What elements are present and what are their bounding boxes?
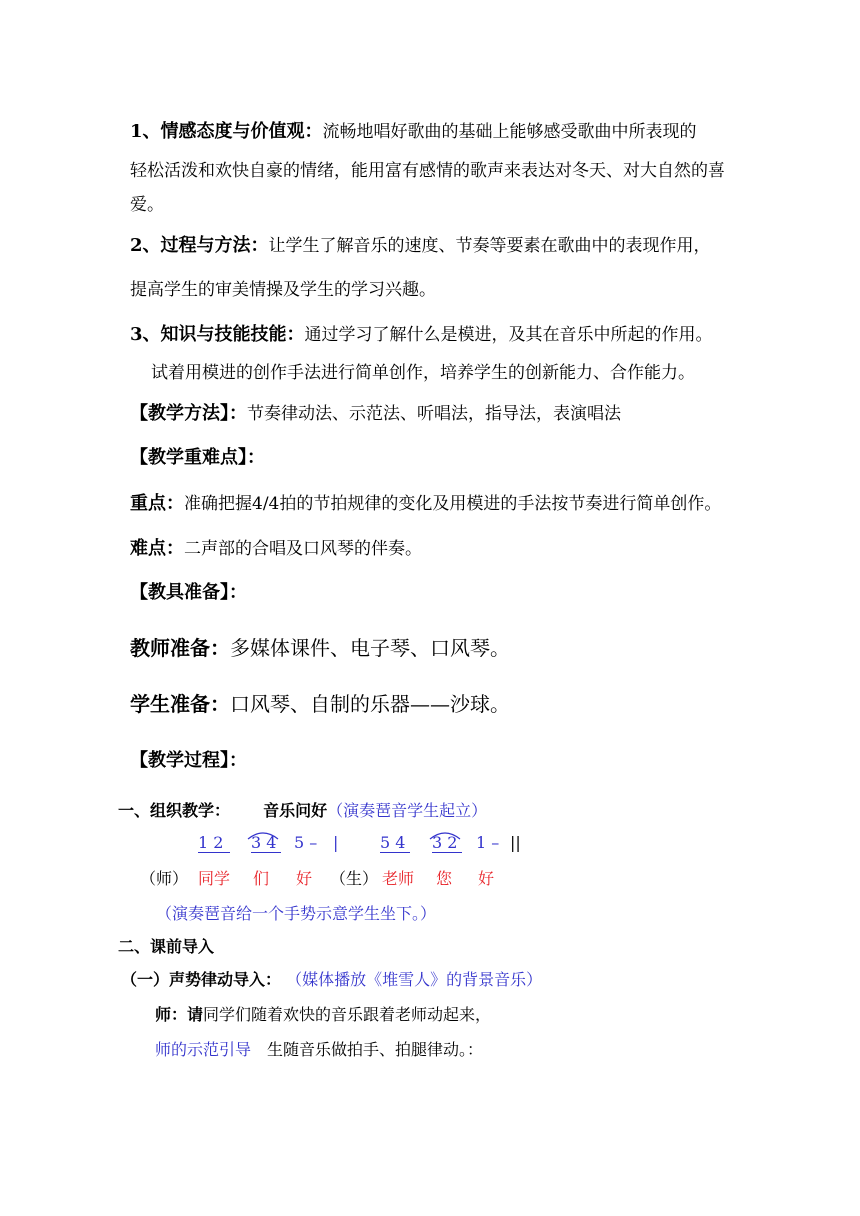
objective-1-label: 1、情感态度与价值观： [130,121,323,142]
lyric-s3: 好 [478,869,495,888]
underline-4 [380,852,410,853]
difficulty-label: 难点： [130,538,184,559]
objective-3-text: 通过学习了解什么是模进，及其在音乐中所起的作用。 [304,325,713,345]
teacher-tag: （师） [140,869,189,888]
teacher-prep-label: 教师准备： [130,636,230,660]
subsection-1-label: （一）声势律动导入： [121,970,282,989]
key-point [130,489,721,515]
key-point-label: 重点： [130,493,184,514]
process-heading: 【教学过程】： [130,750,247,771]
bar-line: | [333,833,339,852]
objective-1-line-3: 爱。 [130,195,164,215]
underline-2 [251,852,281,853]
lyric-t1: 同学 [198,869,231,888]
student-prep-label: 学生准备： [130,692,230,716]
student-tag: （生） [330,869,379,888]
note-group-4: 5 4 [380,833,406,852]
student-prep-text: 口风琴、自制的乐器——沙球。 [230,692,510,716]
instruction-sit: （演奏琶音给一个手势示意学生坐下。） [156,904,437,923]
note-group-2: 3 4 [251,833,277,852]
teaching-method-text: 节奏律动法、示范法、听唱法，指导法，表演唱法 [247,404,621,424]
objective-1-text: 流畅地唱好歌曲的基础上能够感受歌曲中所表现的 [322,122,697,142]
lyric-t2: 们 [253,869,270,888]
subsection-1-note: （媒体播放《堆雪人》的背景音乐） [286,970,543,989]
objective-1-line-2: 轻松活泼和欢快自豪的情绪，能用富有感情的歌声来表达对冬天、对大自然的喜 [130,161,725,181]
section-2-heading: 二、课前导入 [118,937,215,956]
teacher-instruction-label: 师：请 [155,1005,204,1024]
slur-arc-1 [246,828,280,840]
slur-arc-2 [428,828,462,840]
note-group-1: 1 2 [198,833,224,852]
demo-text: 生随音乐做拍手、拍腿律动。： [267,1040,484,1059]
teacher-prep [130,632,510,661]
underline-1 [198,852,230,853]
end-bar-line: || [510,833,521,852]
objective-3-label: 3、知识与技能技能： [130,324,305,345]
demo-guidance: 师的示范引导 [155,1040,252,1059]
greeting-note: （演奏琶音学生起立） [327,801,488,820]
lyrics-line [0,866,860,890]
keypoints-heading: 【教学重难点】： [130,447,265,468]
teacher-prep-text: 多媒体课件、电子琴、口风琴。 [230,636,510,660]
note-group-6: 1 – [476,833,500,852]
key-point-text: 准确把握4/4拍的节拍规律的变化及用模进的手法按节奏进行简单创作。 [184,494,722,514]
teaching-method [130,399,621,425]
teaching-method-label: 【教学方法】： [130,403,247,424]
objective-3-line-1 [130,320,713,346]
student-prep [130,688,510,717]
lyric-t3: 好 [296,869,313,888]
objective-2-line-2: 提高学生的审美情操及学生的学习兴趣。 [130,280,436,300]
objective-3-line-2: 试着用模进的创作手法进行简单创作，培养学生的创新能力、合作能力。 [151,363,695,383]
difficulty-point [130,534,422,560]
section-1-label: 一、组织教学： [118,801,231,820]
objective-2-line-1 [130,231,711,257]
difficulty-text: 二声部的合唱及口风琴的伴奏。 [184,539,422,559]
teacher-instruction-text: 同学们随着欢快的音乐跟着老师动起来， [203,1005,492,1024]
subsection-1 [121,967,542,990]
lyric-s1: 老师 [382,869,415,888]
objective-2-label: 2、过程与方法： [130,235,269,256]
section-1 [118,798,487,821]
teacher-instruction [155,1002,491,1025]
note-group-5: 3 2 [432,833,458,852]
objective-1-line-1 [130,117,697,143]
lyric-s2: 您 [436,869,453,888]
greeting-label: 音乐问好 [263,801,328,820]
note-group-3: 5 – [294,833,318,852]
demo-line [155,1037,483,1060]
underline-5 [432,852,462,853]
objective-2-text: 让学生了解音乐的速度、节奏等要素在歌曲中的表现作用， [268,236,711,256]
tools-heading: 【教具准备】： [130,582,247,603]
